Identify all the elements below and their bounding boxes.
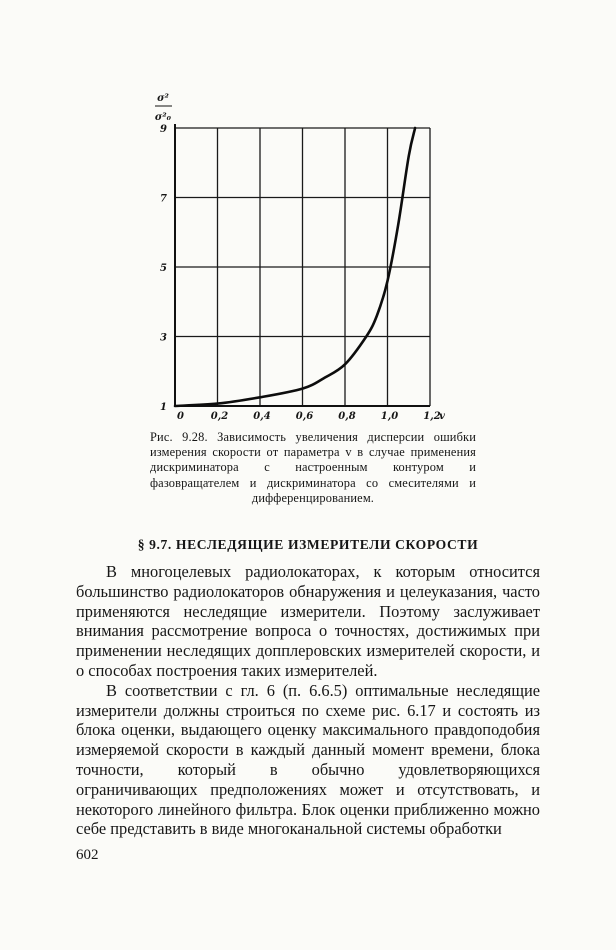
x-tick-label: 1,2 xyxy=(423,411,441,422)
x-tick-label: 0,4 xyxy=(253,411,271,422)
x-tick-label: 0,2 xyxy=(210,411,229,422)
figure-caption: Рис. 9.28. Зависимость увеличения дисперсии ошибки измерения скорости от параметра v в случае применения дискриминатора с настроенным контуром и фазовращателем и дискриминатора со смесителями и дифференцированием. xyxy=(150,430,476,505)
y-axis-label-denominator: σ²₀ xyxy=(154,112,172,123)
paragraph: В многоцелевых радиолокаторах, к которым относится большинство радиолокаторов обнаружения и целеуказания, часто применяются неследящие измерители. Поэтому заслуживает внимания рассмотрение вопроса о точностях, достижимых при применении неследящих допплеровских измерителей скорости, и о способах построения таких измерителей. xyxy=(76,562,540,680)
y-tick-label: 3 xyxy=(160,332,167,344)
figure-9-28 xyxy=(140,80,500,425)
y-tick-label: 7 xyxy=(160,193,167,205)
paragraph: В соответствии с гл. 6 (п. 6.6.5) оптимальные неследящие измерители должны строиться по схеме рис. 6.17 и состоять из блока оценки, выдающего оценку максимального правдоподобия измеряемой скорости в каждый данный момент времени, блока точности, который в обычно удовлетворяющихся ограничивающих предположениях может и отсутствовать, и некоторого линейного фильтра. Блок оценки приближенно можно себе представить в виде многоканальной системы обработки xyxy=(76,680,540,839)
page-number: 602 xyxy=(76,847,99,863)
x-tick-label: 0,6 xyxy=(295,411,314,422)
y-tick-label: 1 xyxy=(160,402,167,413)
y-axis-label-numerator: σ² xyxy=(157,93,169,104)
y-tick-label: 9 xyxy=(160,124,167,135)
x-tick-label: 1,0 xyxy=(380,411,399,422)
x-axis-label: v xyxy=(439,411,445,422)
section-heading: § 9.7. НЕСЛЕДЯЩИЕ ИЗМЕРИТЕЛИ СКОРОСТИ xyxy=(137,537,479,552)
x-tick-label: 0,8 xyxy=(338,411,356,422)
x-tick-label: 0 xyxy=(177,411,184,422)
chart xyxy=(140,80,500,425)
y-tick-label: 5 xyxy=(160,263,167,274)
body-text xyxy=(76,562,540,839)
